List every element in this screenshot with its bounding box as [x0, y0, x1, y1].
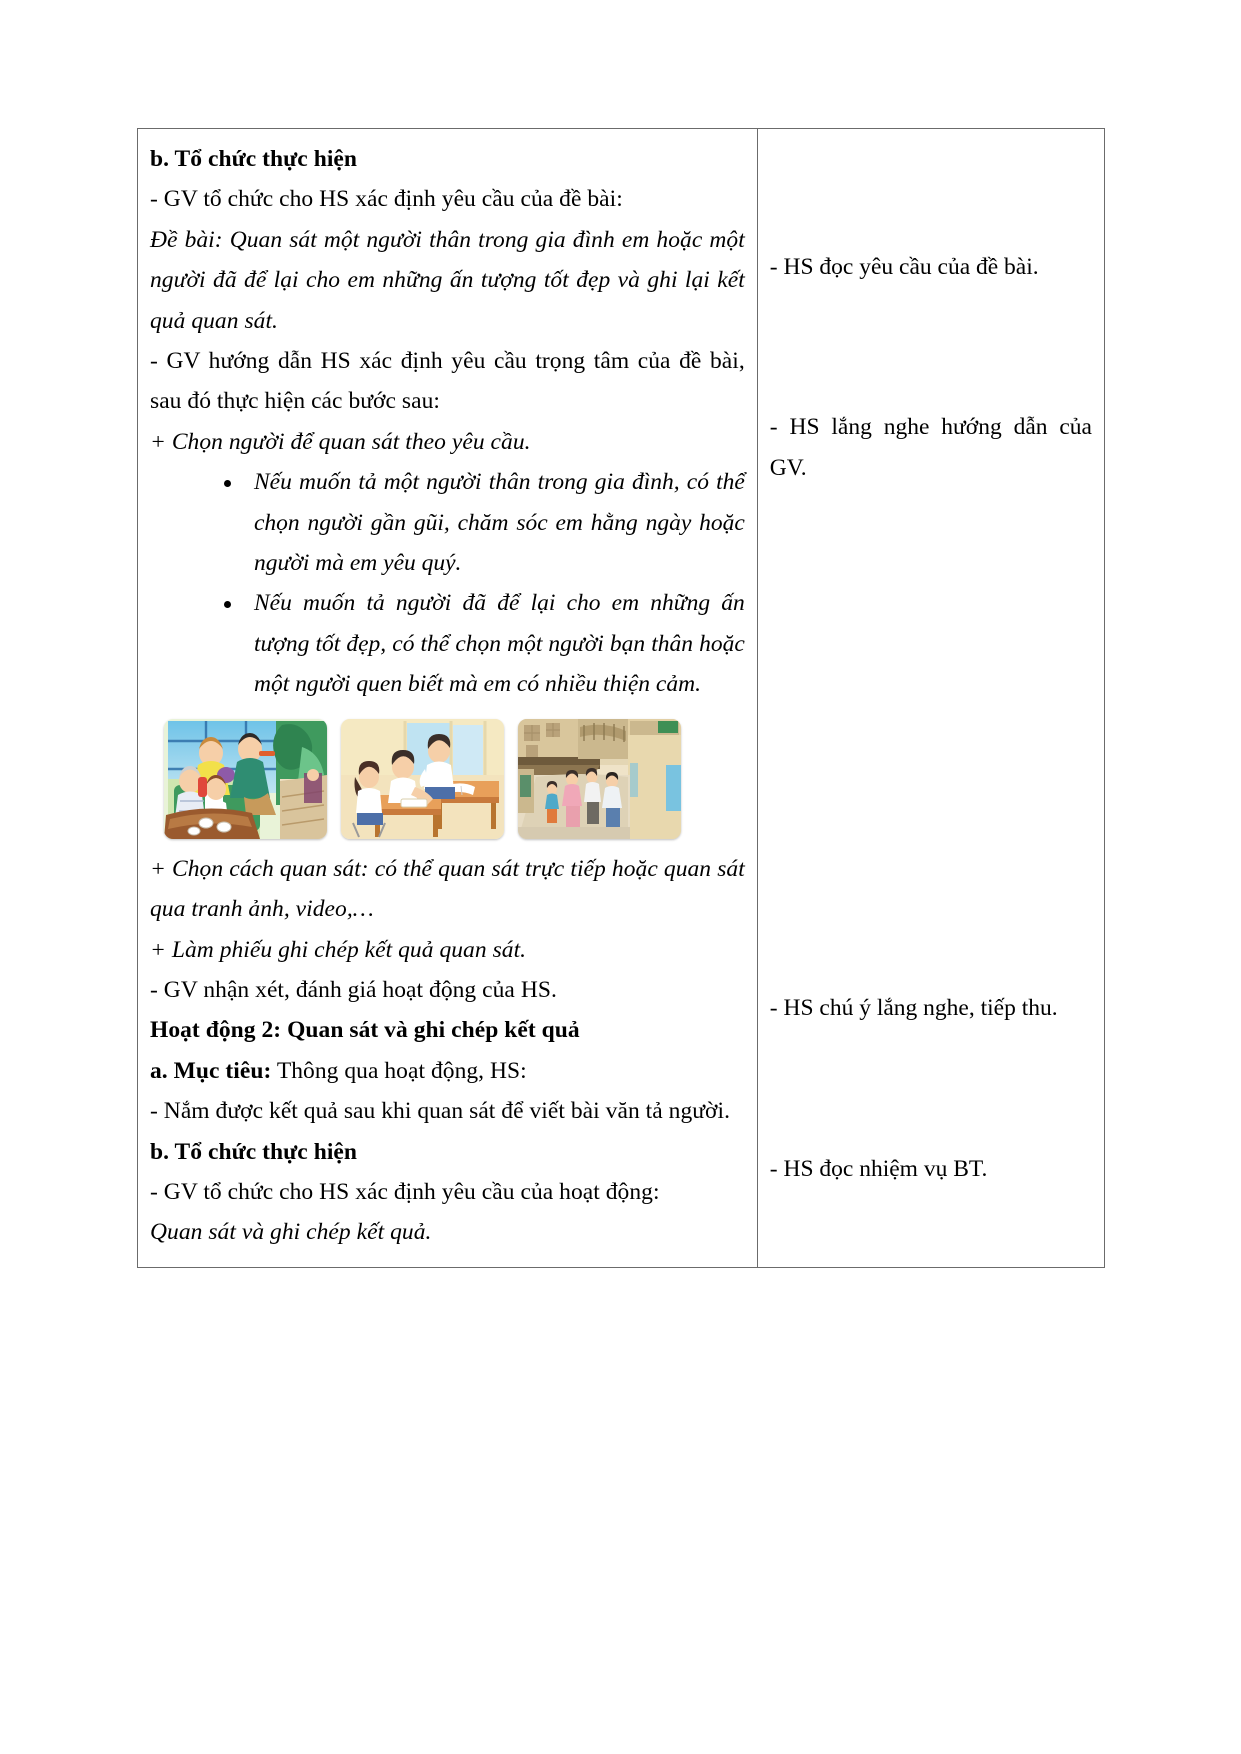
- paragraph-muc-tieu: [150, 1051, 745, 1091]
- paragraph-gv-huong-dan: - GV hướng dẫn HS xác định yêu cầu trọng tâm của đề bài, sau đó thực hiện các bước sau:: [150, 348, 745, 415]
- paragraph-lam-phieu-ghi-chep: + Làm phiếu ghi chép kết quả quan sát.: [150, 936, 527, 963]
- heading-to-chuc-thuc-hien: b. Tổ chức thực hiện: [150, 146, 358, 172]
- muc-tieu-text: Thông qua hoạt động, HS:: [271, 1057, 527, 1084]
- paragraph-gv-nhan-xet: - GV nhận xét, đánh giá hoạt động của HS.: [150, 976, 557, 1003]
- family-gathering-illustration: [164, 719, 327, 839]
- lesson-plan-table: [137, 128, 1105, 1268]
- paragraph-quan-sat-ghi-chep: Quan sát và ghi chép kết quả.: [150, 1219, 432, 1246]
- teacher-activities-cell: [138, 129, 758, 1268]
- student-note-chu-y-lang-nghe: - HS chú ý lắng nghe, tiếp thu.: [769, 995, 1058, 1022]
- paragraph-nam-duoc-ket-qua: - Nắm được kết quả sau khi quan sát để viết bài văn tả người.: [150, 1098, 731, 1125]
- street-scene-illustration: [518, 719, 681, 839]
- paragraph-de-bai: Đề bài: Quan sát một người thân trong gia đình em hoặc một người đã để lại cho em những ấn tượng tốt đẹp và ghi lại kết quả quan sát.: [150, 226, 745, 334]
- table-row: [138, 129, 1105, 1268]
- right-spacer-2: [770, 488, 1092, 988]
- right-spacer-1: [770, 287, 1092, 407]
- list-item: Nếu muốn tả một người thân trong gia đình, có thể chọn người gần gũi, chăm sóc em hằng ngày hoặc người mà em yêu quý.: [224, 462, 745, 583]
- illustration-row: [164, 719, 745, 839]
- classroom-students-illustration: [341, 719, 504, 839]
- student-activities-cell: [757, 129, 1104, 1268]
- paragraph-chon-nguoi-quan-sat: + Chọn người để quan sát theo yêu cầu.: [150, 428, 531, 455]
- paragraph-gv-to-chuc-hoat-dong: - GV tổ chức cho HS xác định yêu cầu của hoạt động:: [150, 1178, 660, 1205]
- student-note-lang-nghe-huong-dan: - HS lắng nghe hướng dẫn của GV.: [769, 414, 1092, 481]
- right-spacer-3: [770, 1029, 1092, 1149]
- paragraph-gv-to-chuc-xac-dinh-yeu-cau: - GV tổ chức cho HS xác định yêu cầu của đề bài:: [150, 186, 623, 213]
- student-note-doc-nhiem-vu-bt: - HS đọc nhiệm vụ BT.: [769, 1155, 988, 1182]
- list-item: Nếu muốn tả người đã để lại cho em những ấn tượng tốt đẹp, có thể chọn một người bạn thân hoặc một người quen biết mà em có nhiều thiện cảm.: [224, 583, 745, 704]
- paragraph-chon-cach-quan-sat: + Chọn cách quan sát: có thể quan sát trực tiếp hoặc quan sát qua tranh ảnh, video,…: [150, 855, 745, 923]
- right-spacer-top: [770, 139, 1092, 247]
- student-note-doc-yeu-cau: - HS đọc yêu cầu của đề bài.: [769, 254, 1039, 280]
- bullet-list: [150, 462, 745, 704]
- heading-hoat-dong-2: Hoạt động 2: Quan sát và ghi chép kết quả: [150, 1017, 580, 1044]
- muc-tieu-label: a. Mục tiêu:: [150, 1057, 272, 1084]
- heading-to-chuc-thuc-hien-2: b. Tổ chức thực hiện: [150, 1138, 358, 1165]
